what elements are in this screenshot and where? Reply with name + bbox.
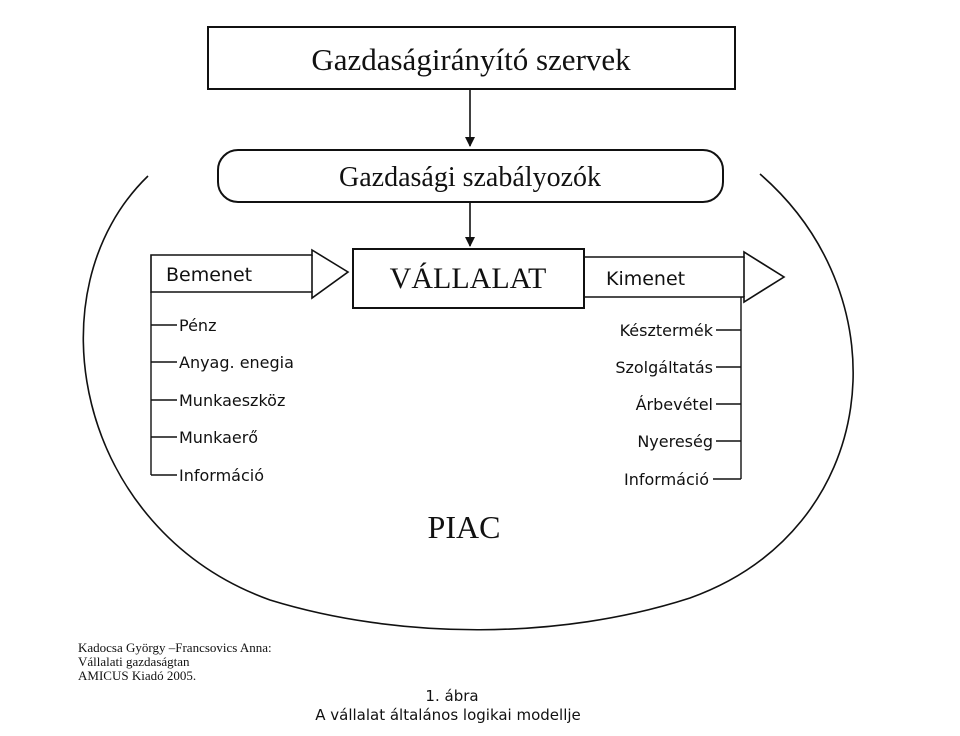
input-item bbox=[151, 316, 216, 335]
input-item bbox=[151, 353, 294, 372]
citation-publisher: AMICUS Kiadó 2005. bbox=[78, 668, 197, 683]
output-list bbox=[615, 297, 741, 489]
market-label: PIAC bbox=[427, 509, 501, 545]
output-item bbox=[620, 321, 741, 340]
output-item-label: Késztermék bbox=[619, 321, 713, 340]
citation bbox=[78, 640, 272, 683]
regulators-box-label: Gazdasági szabályozók bbox=[339, 162, 601, 193]
output-item-label: Szolgáltatás bbox=[615, 358, 713, 377]
output-item bbox=[637, 432, 741, 451]
input-item-label: Információ bbox=[179, 466, 264, 485]
company-box bbox=[353, 249, 584, 308]
input-list bbox=[151, 292, 294, 485]
company-box-label: VÁLLALAT bbox=[389, 262, 547, 295]
input-label: Bemenet bbox=[166, 264, 253, 286]
input-item-label: Munkaeszköz bbox=[179, 391, 286, 410]
input-item bbox=[151, 428, 258, 447]
output-item bbox=[636, 395, 741, 414]
input-item-label: Munkaerő bbox=[179, 428, 259, 447]
input-item bbox=[151, 466, 264, 485]
input-item bbox=[151, 391, 285, 410]
caption-number: 1. ábra bbox=[425, 687, 479, 705]
citation-title: Vállalati gazdaságtan bbox=[78, 654, 190, 669]
top-box bbox=[208, 27, 735, 89]
input-arrow-box bbox=[151, 250, 348, 298]
output-item bbox=[624, 470, 741, 489]
output-item bbox=[615, 358, 741, 377]
input-item-label: Pénz bbox=[179, 316, 217, 335]
output-label: Kimenet bbox=[606, 268, 686, 290]
top-box-label: Gazdaságirányító szervek bbox=[311, 42, 631, 77]
figure-caption bbox=[315, 687, 581, 724]
caption-text: A vállalat általános logikai modellje bbox=[315, 706, 581, 724]
output-item-label: Árbevétel bbox=[635, 395, 713, 414]
output-item-label: Információ bbox=[624, 470, 709, 489]
citation-authors: Kadocsa György –Francsovics Anna: bbox=[78, 640, 272, 655]
input-item-label: Anyag. enegia bbox=[179, 353, 294, 372]
output-arrow-box bbox=[584, 252, 784, 302]
output-item-label: Nyereség bbox=[637, 432, 713, 451]
regulators-box bbox=[218, 150, 723, 202]
